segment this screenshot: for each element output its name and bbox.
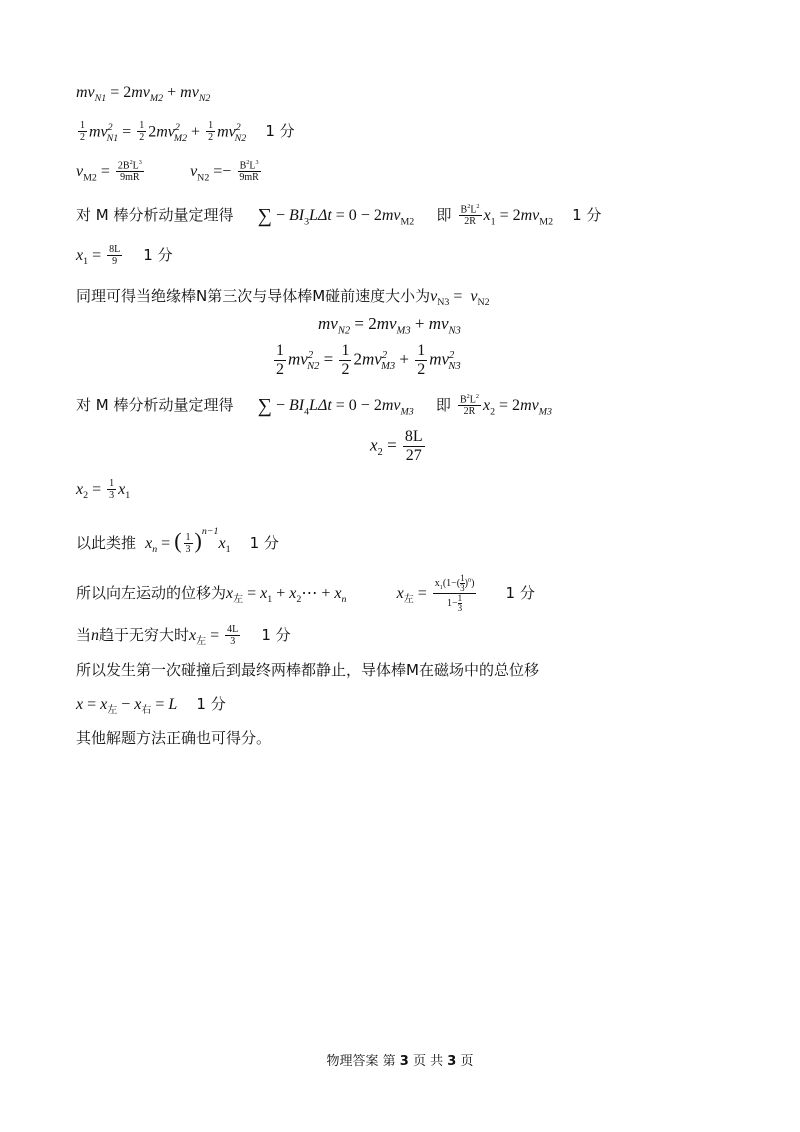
third-collision-line: 同理可得当绝缘棒N第三次与导体棒M碰前速度大小为$v_{N3} = v_{N2}$ (76, 287, 490, 309)
equation-total-displacement: $x = x_左 - x_右 = L$ 1 分 (76, 695, 226, 717)
momentum-theorem-line-1: 对 M 棒分析动量定理得 ∑ − $BI_3L\Delta t = 0 - 2mv_{M2}$ 即 $\frac{B^2L^2}{2R}$ $x_1 = 2mv_{M2}$ 1 分 (76, 203, 602, 228)
equation-xn: 以此类推 $x_n$ = ( $\frac{1}{3}$ )$^{n-1}x_1$ 1 分 (76, 526, 279, 556)
equation-x1: $x_1$ = $\frac{8L}{9}$ 1 分 (76, 244, 173, 268)
score-points: 1 分 (572, 206, 602, 225)
score-points: 1 分 (143, 246, 173, 264)
score-points: 1 分 (249, 534, 279, 552)
conclusion-text: 所以发生第一次碰撞后到最终两棒都静止，导体棒M在磁场中的总位移 (76, 661, 539, 679)
equation-velocities-2: $v_{M2}$ = $\frac{2B^2L^3}{9mR}$ $v_{N2}$ =− $\frac{B^2L^3}{9mR}$ (76, 159, 259, 184)
limit-line: 当n趋于无穷大时$x_左$ = $\frac{4L}{3}$ 1 分 (76, 624, 291, 648)
equation-x2: $x_2$ = $\frac{8L}{27}$ (370, 428, 423, 464)
score-points: 1 分 (196, 695, 226, 713)
equation-energy-3: $\frac{1}{2}$ $mv^2_{N2}$ = $\frac{1}{2}$ $2mv^2_{M3}$ + $\frac{1}{2}$ $mv^2_{N3}$ (276, 342, 461, 378)
equation-energy-2: $\frac{1}{2}$ $mv^2_{N1}$ = $\frac{1}{2}$ $2mv^2_{M2}$ + $\frac{1}{2}$ $mv^2_{N2}$ 1 分 (80, 120, 295, 144)
equation-x-left: 所以向左运动的位移为$x_左 = x_1$ + $x_2\cdots + x_n$ $x_左$ = $x_1(1-$( $\frac{1}{3}$ )$^n$) 1− $\frac{1}{3}$ 1 分 (76, 573, 535, 613)
momentum-theorem-line-2: 对 M 棒分析动量定理得 ∑ − $BI_4L\Delta t = 0 - 2mv_{M3}$ 即 $\frac{B^2L^2}{2R}$ $x_2 = 2mv_{M3}$ (76, 393, 552, 418)
score-points: 1 分 (265, 122, 295, 141)
equation-x2-ratio: $x_2$ = $\frac{1}{3}$ $x_1$ (76, 478, 131, 502)
equation-momentum-2: $mv_{N1} = 2mv_{M2} + mv_{N2}$ (76, 84, 211, 105)
page-footer: 物理答案 第 3 页 共 3 页 (326, 1054, 474, 1069)
score-points: 1 分 (261, 626, 291, 644)
equation-momentum-3: $mv_{N2} = 2mv_{M3} + mv_{N3}$ (318, 314, 461, 337)
score-points: 1 分 (505, 584, 535, 602)
note-text: 其他解题方法正确也可得分。 (76, 729, 272, 747)
